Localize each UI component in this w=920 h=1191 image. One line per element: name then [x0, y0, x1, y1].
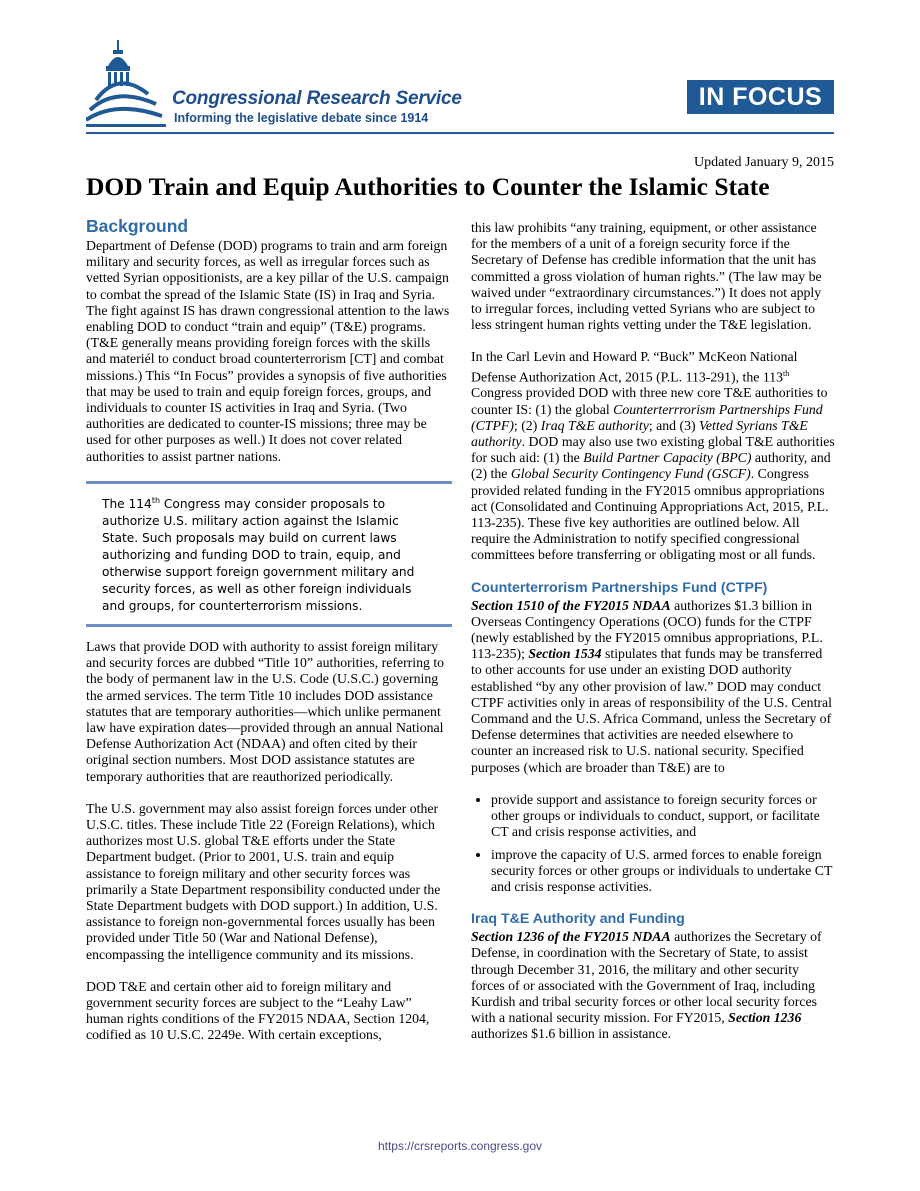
authority-name: Build Partner Capacity (BPC)	[583, 450, 752, 466]
superscript: th	[151, 495, 161, 505]
header-divider	[86, 132, 834, 134]
section-citation: Section 1510 of the FY2015 NDAA	[471, 597, 671, 613]
list-item: • improve the capacity of U.S. armed forces to enable foreign security forces or other groups or individuals to undertake CT and crisis response activities.	[491, 847, 835, 896]
left-column	[86, 215, 452, 1060]
superscript: th	[783, 368, 790, 378]
authority-name: Global Security Contingency Fund (GSCF)	[510, 466, 751, 482]
org-name: Congressional Research Service	[172, 88, 462, 109]
text: stipulates that funds may be transferred to other accounts for use under an existing DOD authority established “by any other provision of law.” DOD may conduct CTPF activities only in areas of responsibility of the U.S. Central Command and the U.S. Africa Command, unless the Secretary of Defense determines that activities are needed elsewhere to counter an increased risk to U.S. national security. Specified purposes (which are broader than T&E) are to	[471, 646, 832, 775]
text: . Congress provided related funding in the FY2015 omnibus appropriations act (Consolidated and Continuing Appropriations Act, 2015, P.L. 113-235). These five key authorities are outlined below. All require the Administration to notify specified congressional committees before transferring or obligating most or all funds.	[471, 466, 829, 563]
updated-date: Updated January 9, 2015	[694, 155, 834, 170]
in-focus-badge: IN FOCUS	[687, 80, 834, 114]
paragraph: Laws that provide DOD with authority to assist foreign military and security forces are dubbed “Title 10” authorities, referring to the body of permanent law in the U.S. Code (U.S.C.) governing the armed services. The term Title 10 includes DOD assistance statutes that are temporary authorities—which unlike permanent law have expiration dates—provided through an annual National Defense Authorization Act (NDAA) and often cited by their original section numbers. Most DOD assistance statutes are temporary authorities that are reauthorized periodically.	[86, 638, 445, 784]
section-heading-background: Background	[86, 216, 189, 236]
paragraph: Department of Defense (DOD) programs to train and arm foreign military and security forces, as well as irregular forces such as vetted Syrian oppositionists, are a key pillar of the U.S. campaign to combat the spread of the Islamic State (IS) in Iraq and Syria. The fight against IS has drawn congressional attention to the laws enabling DOD to conduct “train and equip” (T&E) programs. (T&E generally means providing foreign forces with the skills and materiél to conduct broad counterterrorism [CT] and combat missions.) This “In Focus” provides a synopsis of five authorities that may be used to train and equip foreign forces, groups, and individuals to counter IS activities in Iraq and Syria. (Two authorities are dedicated to counter-IS missions; three may be used for other purposes as well.) It does not cover related authorities to assist partner nations.	[86, 238, 450, 464]
section-citation: Section 1236 of the FY2015 NDAA	[471, 929, 671, 945]
text: ; and (3)	[648, 417, 700, 433]
text: In the Carl Levin and Howard P. “Buck” McKeon National Defense Authorization Act, 2015 (P.L. 113-291), the 113	[471, 349, 798, 385]
org-tagline: Informing the legislative debate since 1914	[174, 111, 429, 125]
authority-name: Counterterrrorism Partnerships Fund (CTPF)	[471, 401, 823, 433]
section-heading-ctpf: Counterterrorism Partnerships Fund (CTPF)	[471, 579, 768, 596]
callout-text: The 114	[102, 496, 152, 511]
section-citation: Section 1534	[528, 646, 602, 662]
authority-name: Iraq T&E authority	[540, 417, 649, 433]
footer-link[interactable]: https://crsreports.congress.gov	[377, 1139, 543, 1153]
section-citation: Section 1236	[728, 1010, 802, 1026]
text: ; (2)	[513, 417, 541, 433]
list-item: • provide support and assistance to foreign security forces or other groups or individuals to conduct, support, or facilitate CT and crisis response activities, and	[491, 792, 835, 841]
text: authorizes the Secretary of Defense, in coordination with the Secretary of State, to assist through December 31, 2016, the military and other security forces of or associated with the Government of Iraq, including Kurdish and tribal security forces or other local security forces with a national security mission. For FY2015,	[471, 929, 822, 1026]
section-heading-iraq: Iraq T&E Authority and Funding	[471, 911, 685, 928]
purpose-list	[471, 792, 835, 895]
paragraph: this law prohibits “any training, equipment, or other assistance for the members of a unit of a foreign security force if the Secretary of Defense has credible information that the unit has committed a gross violation of human rights.” (The law may be waived under “extraordinary circumstances.”) It does not apply to irregular forces, including vetted Syrians who are subject to less stringent human rights vetting under the T&E legislation.	[471, 220, 822, 333]
paragraph	[471, 598, 835, 776]
callout-box	[86, 481, 452, 627]
text: authorizes $1.3 billion in Overseas Contingency Operations (OCO) funds for the CTPF (newly established by the FY2015 omnibus appropriations, P.L. 113-235);	[471, 597, 823, 662]
text: . DOD may also use two existing global T&E authorities for such aid: (1) the	[471, 434, 835, 466]
capitol-dome-icon	[86, 40, 168, 130]
paragraph	[471, 929, 835, 1042]
callout-text: Congress may consider proposals to authorize U.S. military action against the Islamic State. Such proposals may build on current laws authorizing and funding DOD to train, equip, and otherwise support foreign government military and security forces, as well as other foreign individuals and groups, for counterterrorism missions.	[102, 496, 415, 613]
text: authorizes $1.6 billion in assistance.	[471, 1026, 672, 1042]
paragraph	[471, 349, 835, 563]
text: Congress provided DOD with three new core T&E authorities to counter IS: (1) the global	[471, 385, 828, 417]
page-title: DOD Train and Equip Authorities to Counter the Islamic State	[86, 172, 770, 201]
paragraph: DOD T&E and certain other aid to foreign military and government security forces are subject to the “Leahy Law” human rights conditions of the FY2015 NDAA, Section 1204, codified as 10 U.S.C. 2249e. With certain exceptions,	[86, 978, 430, 1043]
text: authority, and (2) the	[471, 450, 831, 482]
report-header	[86, 40, 834, 136]
authority-name: Vetted Syrians T&E authority	[471, 417, 808, 450]
paragraph: The U.S. government may also assist foreign forces under other U.S.C. titles. These include Title 22 (Foreign Relations), which authorizes most U.S. global T&E efforts under the State Department budget. (Prior to 2001, U.S. train and equip assistance to foreign military and other security forces was primarily a State Department responsibility conducted under the State Department budgets with DOD support.) In addition, U.S. assistance to foreign non-governmental forces usually has been provided under Title 50 (War and National Defense), encompassing the intelligence community and its missions.	[86, 800, 441, 962]
right-column	[471, 220, 835, 1059]
